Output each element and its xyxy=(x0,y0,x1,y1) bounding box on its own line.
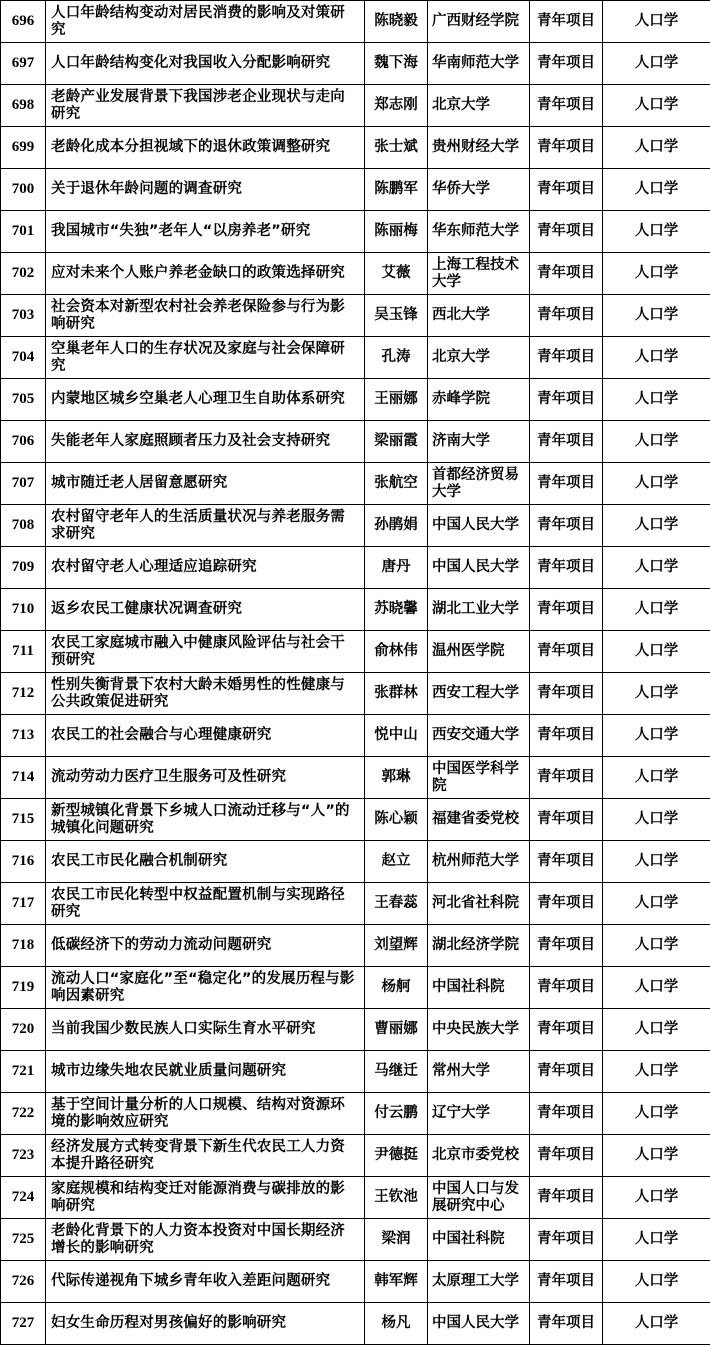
row-number: 699 xyxy=(1,127,46,169)
discipline: 人口学 xyxy=(603,547,710,589)
principal-investigator: 王丽娜 xyxy=(365,379,428,421)
row-number: 716 xyxy=(1,841,46,883)
project-type: 青年项目 xyxy=(530,85,603,127)
principal-investigator: 张士斌 xyxy=(365,127,428,169)
project-type: 青年项目 xyxy=(530,1261,603,1303)
project-title: 关于退休年龄问题的调查研究 xyxy=(46,169,365,211)
project-type: 青年项目 xyxy=(530,1135,603,1177)
table-row xyxy=(1,1219,710,1261)
institution: 赤峰学院 xyxy=(428,379,530,421)
project-type: 青年项目 xyxy=(530,589,603,631)
table-row xyxy=(1,967,710,1009)
institution: 中国人民大学 xyxy=(428,547,530,589)
table-row xyxy=(1,1261,710,1303)
institution: 中央民族大学 xyxy=(428,1009,530,1051)
institution: 西安工程大学 xyxy=(428,673,530,715)
principal-investigator: 付云鹏 xyxy=(365,1093,428,1135)
discipline: 人口学 xyxy=(603,337,710,379)
row-number: 721 xyxy=(1,1051,46,1093)
principal-investigator: 孙鹃娟 xyxy=(365,505,428,547)
discipline: 人口学 xyxy=(603,1303,710,1345)
project-title: 流动劳动力医疗卫生服务可及性研究 xyxy=(46,757,365,799)
discipline: 人口学 xyxy=(603,589,710,631)
project-type: 青年项目 xyxy=(530,841,603,883)
principal-investigator: 马继迁 xyxy=(365,1051,428,1093)
row-number: 708 xyxy=(1,505,46,547)
table-row xyxy=(1,757,710,799)
project-type: 青年项目 xyxy=(530,673,603,715)
discipline: 人口学 xyxy=(603,967,710,1009)
table-row xyxy=(1,421,710,463)
table-row xyxy=(1,253,710,295)
project-type: 青年项目 xyxy=(530,715,603,757)
table-row xyxy=(1,211,710,253)
discipline: 人口学 xyxy=(603,1261,710,1303)
discipline: 人口学 xyxy=(603,85,710,127)
principal-investigator: 苏晓馨 xyxy=(365,589,428,631)
table-row xyxy=(1,1009,710,1051)
discipline: 人口学 xyxy=(603,757,710,799)
table-row xyxy=(1,1135,710,1177)
discipline: 人口学 xyxy=(603,379,710,421)
institution: 广西财经学院 xyxy=(428,1,530,43)
table-row xyxy=(1,505,710,547)
row-number: 703 xyxy=(1,295,46,337)
table-row xyxy=(1,1303,710,1345)
row-number: 715 xyxy=(1,799,46,841)
project-title: 家庭规模和结构变迁对能源消费与碳排放的影响研究 xyxy=(46,1177,365,1219)
project-type: 青年项目 xyxy=(530,1,603,43)
project-type: 青年项目 xyxy=(530,925,603,967)
principal-investigator: 韩军辉 xyxy=(365,1261,428,1303)
project-type: 青年项目 xyxy=(530,421,603,463)
discipline: 人口学 xyxy=(603,673,710,715)
project-title: 城市随迁老人居留意愿研究 xyxy=(46,463,365,505)
institution: 河北省社科院 xyxy=(428,883,530,925)
principal-investigator: 王春蕊 xyxy=(365,883,428,925)
row-number: 727 xyxy=(1,1303,46,1345)
project-type: 青年项目 xyxy=(530,1177,603,1219)
principal-investigator: 梁润 xyxy=(365,1219,428,1261)
institution: 首都经济贸易大学 xyxy=(428,463,530,505)
institution: 中国人民大学 xyxy=(428,1303,530,1345)
institution: 上海工程技术大学 xyxy=(428,253,530,295)
row-number: 712 xyxy=(1,673,46,715)
institution: 北京市委党校 xyxy=(428,1135,530,1177)
project-title: 老龄化背景下的人力资本投资对中国长期经济增长的影响研究 xyxy=(46,1219,365,1261)
row-number: 718 xyxy=(1,925,46,967)
discipline: 人口学 xyxy=(603,1093,710,1135)
table-row xyxy=(1,841,710,883)
table-row xyxy=(1,715,710,757)
project-type: 青年项目 xyxy=(530,631,603,673)
principal-investigator: 郑志刚 xyxy=(365,85,428,127)
row-number: 717 xyxy=(1,883,46,925)
row-number: 701 xyxy=(1,211,46,253)
table-row xyxy=(1,379,710,421)
institution: 北京大学 xyxy=(428,337,530,379)
discipline: 人口学 xyxy=(603,421,710,463)
principal-investigator: 郭琳 xyxy=(365,757,428,799)
principal-investigator: 唐丹 xyxy=(365,547,428,589)
table-row xyxy=(1,673,710,715)
project-title: 农民工市民化融合机制研究 xyxy=(46,841,365,883)
row-number: 726 xyxy=(1,1261,46,1303)
project-type: 青年项目 xyxy=(530,799,603,841)
institution: 中国社科院 xyxy=(428,967,530,1009)
row-number: 725 xyxy=(1,1219,46,1261)
principal-investigator: 艾薇 xyxy=(365,253,428,295)
discipline: 人口学 xyxy=(603,1009,710,1051)
principal-investigator: 梁丽霞 xyxy=(365,421,428,463)
principal-investigator: 王钦池 xyxy=(365,1177,428,1219)
project-type: 青年项目 xyxy=(530,463,603,505)
institution: 太原理工大学 xyxy=(428,1261,530,1303)
institution: 中国社科院 xyxy=(428,1219,530,1261)
project-type: 青年项目 xyxy=(530,1051,603,1093)
institution: 华侨大学 xyxy=(428,169,530,211)
project-title: 城市边缘失地农民就业质量问题研究 xyxy=(46,1051,365,1093)
discipline: 人口学 xyxy=(603,505,710,547)
discipline: 人口学 xyxy=(603,1051,710,1093)
project-type: 青年项目 xyxy=(530,1303,603,1345)
principal-investigator: 杨舸 xyxy=(365,967,428,1009)
institution: 西安交通大学 xyxy=(428,715,530,757)
table-row xyxy=(1,85,710,127)
project-title: 流动人口“家庭化”至“稳定化”的发展历程与影响因素研究 xyxy=(46,967,365,1009)
table-row xyxy=(1,799,710,841)
project-type: 青年项目 xyxy=(530,169,603,211)
table-row xyxy=(1,295,710,337)
institution: 中国人民大学 xyxy=(428,505,530,547)
project-type: 青年项目 xyxy=(530,43,603,85)
discipline: 人口学 xyxy=(603,43,710,85)
principal-investigator: 陈丽梅 xyxy=(365,211,428,253)
project-type: 青年项目 xyxy=(530,505,603,547)
institution: 西北大学 xyxy=(428,295,530,337)
principal-investigator: 吴玉锋 xyxy=(365,295,428,337)
row-number: 704 xyxy=(1,337,46,379)
discipline: 人口学 xyxy=(603,127,710,169)
project-title: 返乡农民工健康状况调查研究 xyxy=(46,589,365,631)
project-type: 青年项目 xyxy=(530,1093,603,1135)
principal-investigator: 魏下海 xyxy=(365,43,428,85)
principal-investigator: 曹丽娜 xyxy=(365,1009,428,1051)
institution: 华南师范大学 xyxy=(428,43,530,85)
project-type: 青年项目 xyxy=(530,337,603,379)
project-title: 农民工的社会融合与心理健康研究 xyxy=(46,715,365,757)
table-row xyxy=(1,337,710,379)
institution: 中国人口与发展研究中心 xyxy=(428,1177,530,1219)
project-title: 农村留守老人心理适应追踪研究 xyxy=(46,547,365,589)
table-row xyxy=(1,883,710,925)
table-row xyxy=(1,1,710,43)
principal-investigator: 赵立 xyxy=(365,841,428,883)
project-type: 青年项目 xyxy=(530,379,603,421)
discipline: 人口学 xyxy=(603,799,710,841)
row-number: 696 xyxy=(1,1,46,43)
project-title: 当前我国少数民族人口实际生育水平研究 xyxy=(46,1009,365,1051)
row-number: 723 xyxy=(1,1135,46,1177)
table-row xyxy=(1,631,710,673)
institution: 常州大学 xyxy=(428,1051,530,1093)
row-number: 709 xyxy=(1,547,46,589)
project-title: 性别失衡背景下农村大龄未婚男性的性健康与公共政策促进研究 xyxy=(46,673,365,715)
table-row xyxy=(1,169,710,211)
discipline: 人口学 xyxy=(603,715,710,757)
project-title: 应对未来个人账户养老金缺口的政策选择研究 xyxy=(46,253,365,295)
institution: 北京大学 xyxy=(428,85,530,127)
project-type: 青年项目 xyxy=(530,547,603,589)
table-row xyxy=(1,589,710,631)
project-type: 青年项目 xyxy=(530,967,603,1009)
project-title: 人口年龄结构变动对居民消费的影响及对策研究 xyxy=(46,1,365,43)
principal-investigator: 张群林 xyxy=(365,673,428,715)
table-row xyxy=(1,43,710,85)
principal-investigator: 孔涛 xyxy=(365,337,428,379)
project-type: 青年项目 xyxy=(530,1009,603,1051)
principal-investigator: 张航空 xyxy=(365,463,428,505)
institution: 杭州师范大学 xyxy=(428,841,530,883)
discipline: 人口学 xyxy=(603,295,710,337)
project-title: 基于空间计量分析的人口规模、结构对资源环境的影响效应研究 xyxy=(46,1093,365,1135)
table-body xyxy=(1,1,710,1345)
row-number: 702 xyxy=(1,253,46,295)
discipline: 人口学 xyxy=(603,841,710,883)
discipline: 人口学 xyxy=(603,883,710,925)
principal-investigator: 陈心颖 xyxy=(365,799,428,841)
project-title: 人口年龄结构变化对我国收入分配影响研究 xyxy=(46,43,365,85)
project-title: 内蒙地区城乡空巢老人心理卫生自助体系研究 xyxy=(46,379,365,421)
institution: 湖北工业大学 xyxy=(428,589,530,631)
project-title: 经济发展方式转变背景下新生代农民工人力资本提升路径研究 xyxy=(46,1135,365,1177)
institution: 福建省委党校 xyxy=(428,799,530,841)
row-number: 700 xyxy=(1,169,46,211)
project-type: 青年项目 xyxy=(530,211,603,253)
principal-investigator: 刘望辉 xyxy=(365,925,428,967)
row-number: 698 xyxy=(1,85,46,127)
project-title: 妇女生命历程对男孩偏好的影响研究 xyxy=(46,1303,365,1345)
project-title: 失能老年人家庭照顾者压力及社会支持研究 xyxy=(46,421,365,463)
project-title: 农民工家庭城市融入中健康风险评估与社会干预研究 xyxy=(46,631,365,673)
project-title: 农民工市民化转型中权益配置机制与实现路径研究 xyxy=(46,883,365,925)
table-row xyxy=(1,127,710,169)
table-row xyxy=(1,925,710,967)
row-number: 724 xyxy=(1,1177,46,1219)
project-type: 青年项目 xyxy=(530,253,603,295)
row-number: 711 xyxy=(1,631,46,673)
project-type: 青年项目 xyxy=(530,127,603,169)
project-title: 农村留守老年人的生活质量状况与养老服务需求研究 xyxy=(46,505,365,547)
principal-investigator: 悦中山 xyxy=(365,715,428,757)
project-type: 青年项目 xyxy=(530,1219,603,1261)
discipline: 人口学 xyxy=(603,1,710,43)
row-number: 710 xyxy=(1,589,46,631)
row-number: 719 xyxy=(1,967,46,1009)
discipline: 人口学 xyxy=(603,631,710,673)
institution: 湖北经济学院 xyxy=(428,925,530,967)
discipline: 人口学 xyxy=(603,463,710,505)
row-number: 713 xyxy=(1,715,46,757)
principal-investigator: 杨凡 xyxy=(365,1303,428,1345)
project-type: 青年项目 xyxy=(530,883,603,925)
discipline: 人口学 xyxy=(603,1177,710,1219)
principal-investigator: 尹德挺 xyxy=(365,1135,428,1177)
row-number: 722 xyxy=(1,1093,46,1135)
institution: 中国医学科学院 xyxy=(428,757,530,799)
table-row xyxy=(1,1093,710,1135)
row-number: 720 xyxy=(1,1009,46,1051)
row-number: 697 xyxy=(1,43,46,85)
table-row xyxy=(1,463,710,505)
institution: 温州医学院 xyxy=(428,631,530,673)
institution: 华东师范大学 xyxy=(428,211,530,253)
discipline: 人口学 xyxy=(603,211,710,253)
principal-investigator: 陈晓毅 xyxy=(365,1,428,43)
discipline: 人口学 xyxy=(603,925,710,967)
institution: 辽宁大学 xyxy=(428,1093,530,1135)
principal-investigator: 陈鹏军 xyxy=(365,169,428,211)
project-title: 老龄产业发展背景下我国涉老企业现状与走向研究 xyxy=(46,85,365,127)
discipline: 人口学 xyxy=(603,1135,710,1177)
project-title: 老龄化成本分担视域下的退休政策调整研究 xyxy=(46,127,365,169)
project-type: 青年项目 xyxy=(530,295,603,337)
project-title: 新型城镇化背景下乡城人口流动迁移与“人”的城镇化问题研究 xyxy=(46,799,365,841)
row-number: 706 xyxy=(1,421,46,463)
principal-investigator: 俞林伟 xyxy=(365,631,428,673)
project-type: 青年项目 xyxy=(530,757,603,799)
table-row xyxy=(1,1051,710,1093)
table-row xyxy=(1,1177,710,1219)
row-number: 707 xyxy=(1,463,46,505)
row-number: 714 xyxy=(1,757,46,799)
discipline: 人口学 xyxy=(603,1219,710,1261)
institution: 贵州财经大学 xyxy=(428,127,530,169)
institution: 济南大学 xyxy=(428,421,530,463)
project-title: 代际传递视角下城乡青年收入差距问题研究 xyxy=(46,1261,365,1303)
table-row xyxy=(1,547,710,589)
project-title: 空巢老年人口的生存状况及家庭与社会保障研究 xyxy=(46,337,365,379)
row-number: 705 xyxy=(1,379,46,421)
discipline: 人口学 xyxy=(603,169,710,211)
project-title: 我国城市“失独”老年人“以房养老”研究 xyxy=(46,211,365,253)
project-title: 社会资本对新型农村社会养老保险参与行为影响研究 xyxy=(46,295,365,337)
project-title: 低碳经济下的劳动力流动问题研究 xyxy=(46,925,365,967)
discipline: 人口学 xyxy=(603,253,710,295)
